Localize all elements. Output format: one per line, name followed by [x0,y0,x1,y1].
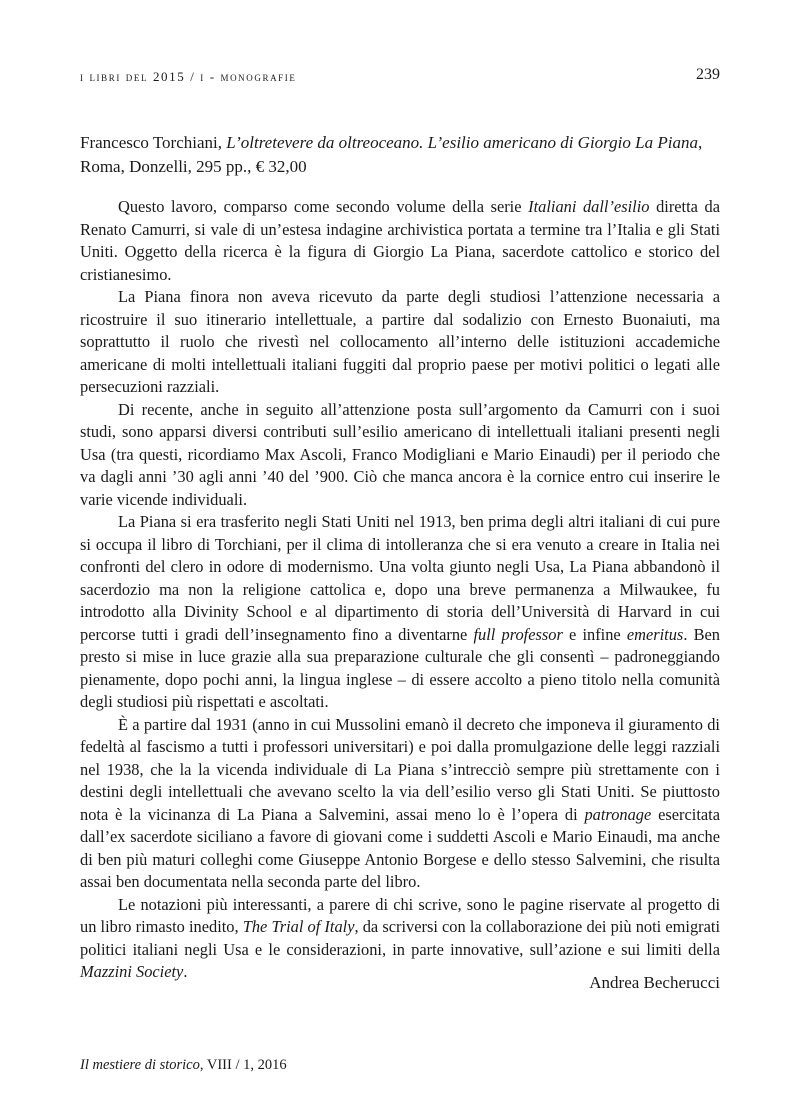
paragraph-2: La Piana finora non aveva ricevuto da parte degli studiosi l’attenzione necessaria a ricostruire il suo itinerario intellettuale, a partire dal sodalizio con Ernesto Buonaiuti, ma soprattutto il ruolo che rivestì nel collocamento all’interno delle istituzioni accademiche americane di molti intellettuali italiani fuggiti dal proprio paese per motivi politici o legati alle persecuzioni razziali. [80,287,720,396]
paragraph-text: . [183,962,188,981]
reviewer-signature: Andrea Becherucci [589,973,720,992]
paragraph-text: Le notazioni più interessanti, a parere di chi scrive, sono le pagine riservate al progetto di un libro rimasto inedito, [80,894,720,936]
paragraph-1 [80,196,720,286]
paragraph-4 [80,511,720,714]
paragraph-text: esercitata dall’ex sacerdote siciliano a favore di giovani come i suddetti Ascoli e Mario Einaudi, ma anche di ben più maturi colleghi come Giuseppe Antonio Borgese e dello stesso Salvemini, che risulta assai ben documentata nella seconda parte del libro. [80,804,720,891]
book-citation [80,131,720,179]
journal-name: Il mestiere di storico [80,1057,200,1073]
citation-title: L’oltretevere da oltreoceano. L’esilio americano di Giorgio La Piana [226,133,698,152]
paragraph-5 [80,714,720,894]
review-body [80,196,720,984]
paragraph-text: . Ben presto si mise in luce grazie alla sua preparazione culturale che gli consentì – padroneggiando pienamente, dopo pochi anni, la lingua inglese – di essere accolto a pieno titolo nella comunità degli studiosi più rispettati e ascoltati. [80,624,720,711]
paragraph-text: e infine [562,624,627,644]
paragraph-text: diretta da Renato Camurri, si vale di un’estesa indagine archivistica portata a termine tra l’Italia e gli Stati Uniti. Oggetto della ricerca è la figura di Giorgio La Piana, sacerdote cattolico e storico del cristianesimo. [80,197,721,284]
italic-term: The Trial of Italy [242,917,355,936]
italic-term: full professor [473,624,563,644]
series-title: Italiani dall’esilio [528,197,650,216]
paragraph-text: , da scriversi con la collaborazione dei più noti emigrati politici italiani negli Usa e le considerazioni, in parte innovative, sull’azione e sui limiti della [80,917,720,959]
paragraph-6 [80,894,720,984]
paragraph-text: Questo lavoro, comparso come secondo volume della serie [118,197,529,216]
italic-term: emeritus [626,624,684,644]
journal-issue: , VIII / 1, 2016 [199,1057,287,1073]
paragraph-text: È a partire dal 1931 (anno in cui Mussolini emanò il decreto che imponeva il giuramento di fedeltà al fascismo a tutti i professori universitari) e poi dalla promulgazione delle leggi razziali nel 1938, che la la vicenda individuale di La Piana s’intrecciò sempre più strettamente con i destini degli intellettuali che avevano scelto la via dell’esilio verso gli Stati Uniti. Se piuttosto nota è la vicinanza di La Piana a Salvemini, assai meno lo è l’opera di [80,714,720,824]
paragraph-3: Di recente, anche in seguito all’attenzione posta sull’argomento da Camurri con i suoi studi, sono apparsi diversi contributi sull’esilio americano di intellettuali italiani presenti negli Usa (tra questi, ricordiamo Max Ascoli, Franco Modigliani e Mario Einaudi) per il periodo che va dagli anni ’30 agli anni ’40 del ’900. Ciò che manca ancora è la cornice entro cui inserire le varie vicende individuali. [80,399,720,509]
page-number: 239 [696,66,720,83]
citation-author: Francesco Torchiani, [80,133,227,152]
italic-term: Mazzini Society [80,962,184,981]
paragraph-text: La Piana si era trasferito negli Stati Uniti nel 1913, ben prima degli altri italiani di cui pure si occupa il libro di Torchiani, per il clima di intolleranza che si era venuto a creare in Italia nei confronti del clero in odore di modernismo. Una volta giunto negli Usa, La Piana abbandonò il sacerdozio ma non la religione cattolica e, dopo una breve permanenza a Milwaukee, fu introdotto alla Divinity School e al dipartimento di storia dell’Università di Harvard in cui percorse tutti i gradi dell’insegnamento fino a diventarne [80,512,720,644]
journal-footer [80,1057,287,1074]
running-head: i libri del 2015 / i - monografie [80,69,297,84]
italic-term: patronage [584,804,652,824]
citation-publication: , Roma, Donzelli, 295 pp., € 32,00 [80,133,703,176]
